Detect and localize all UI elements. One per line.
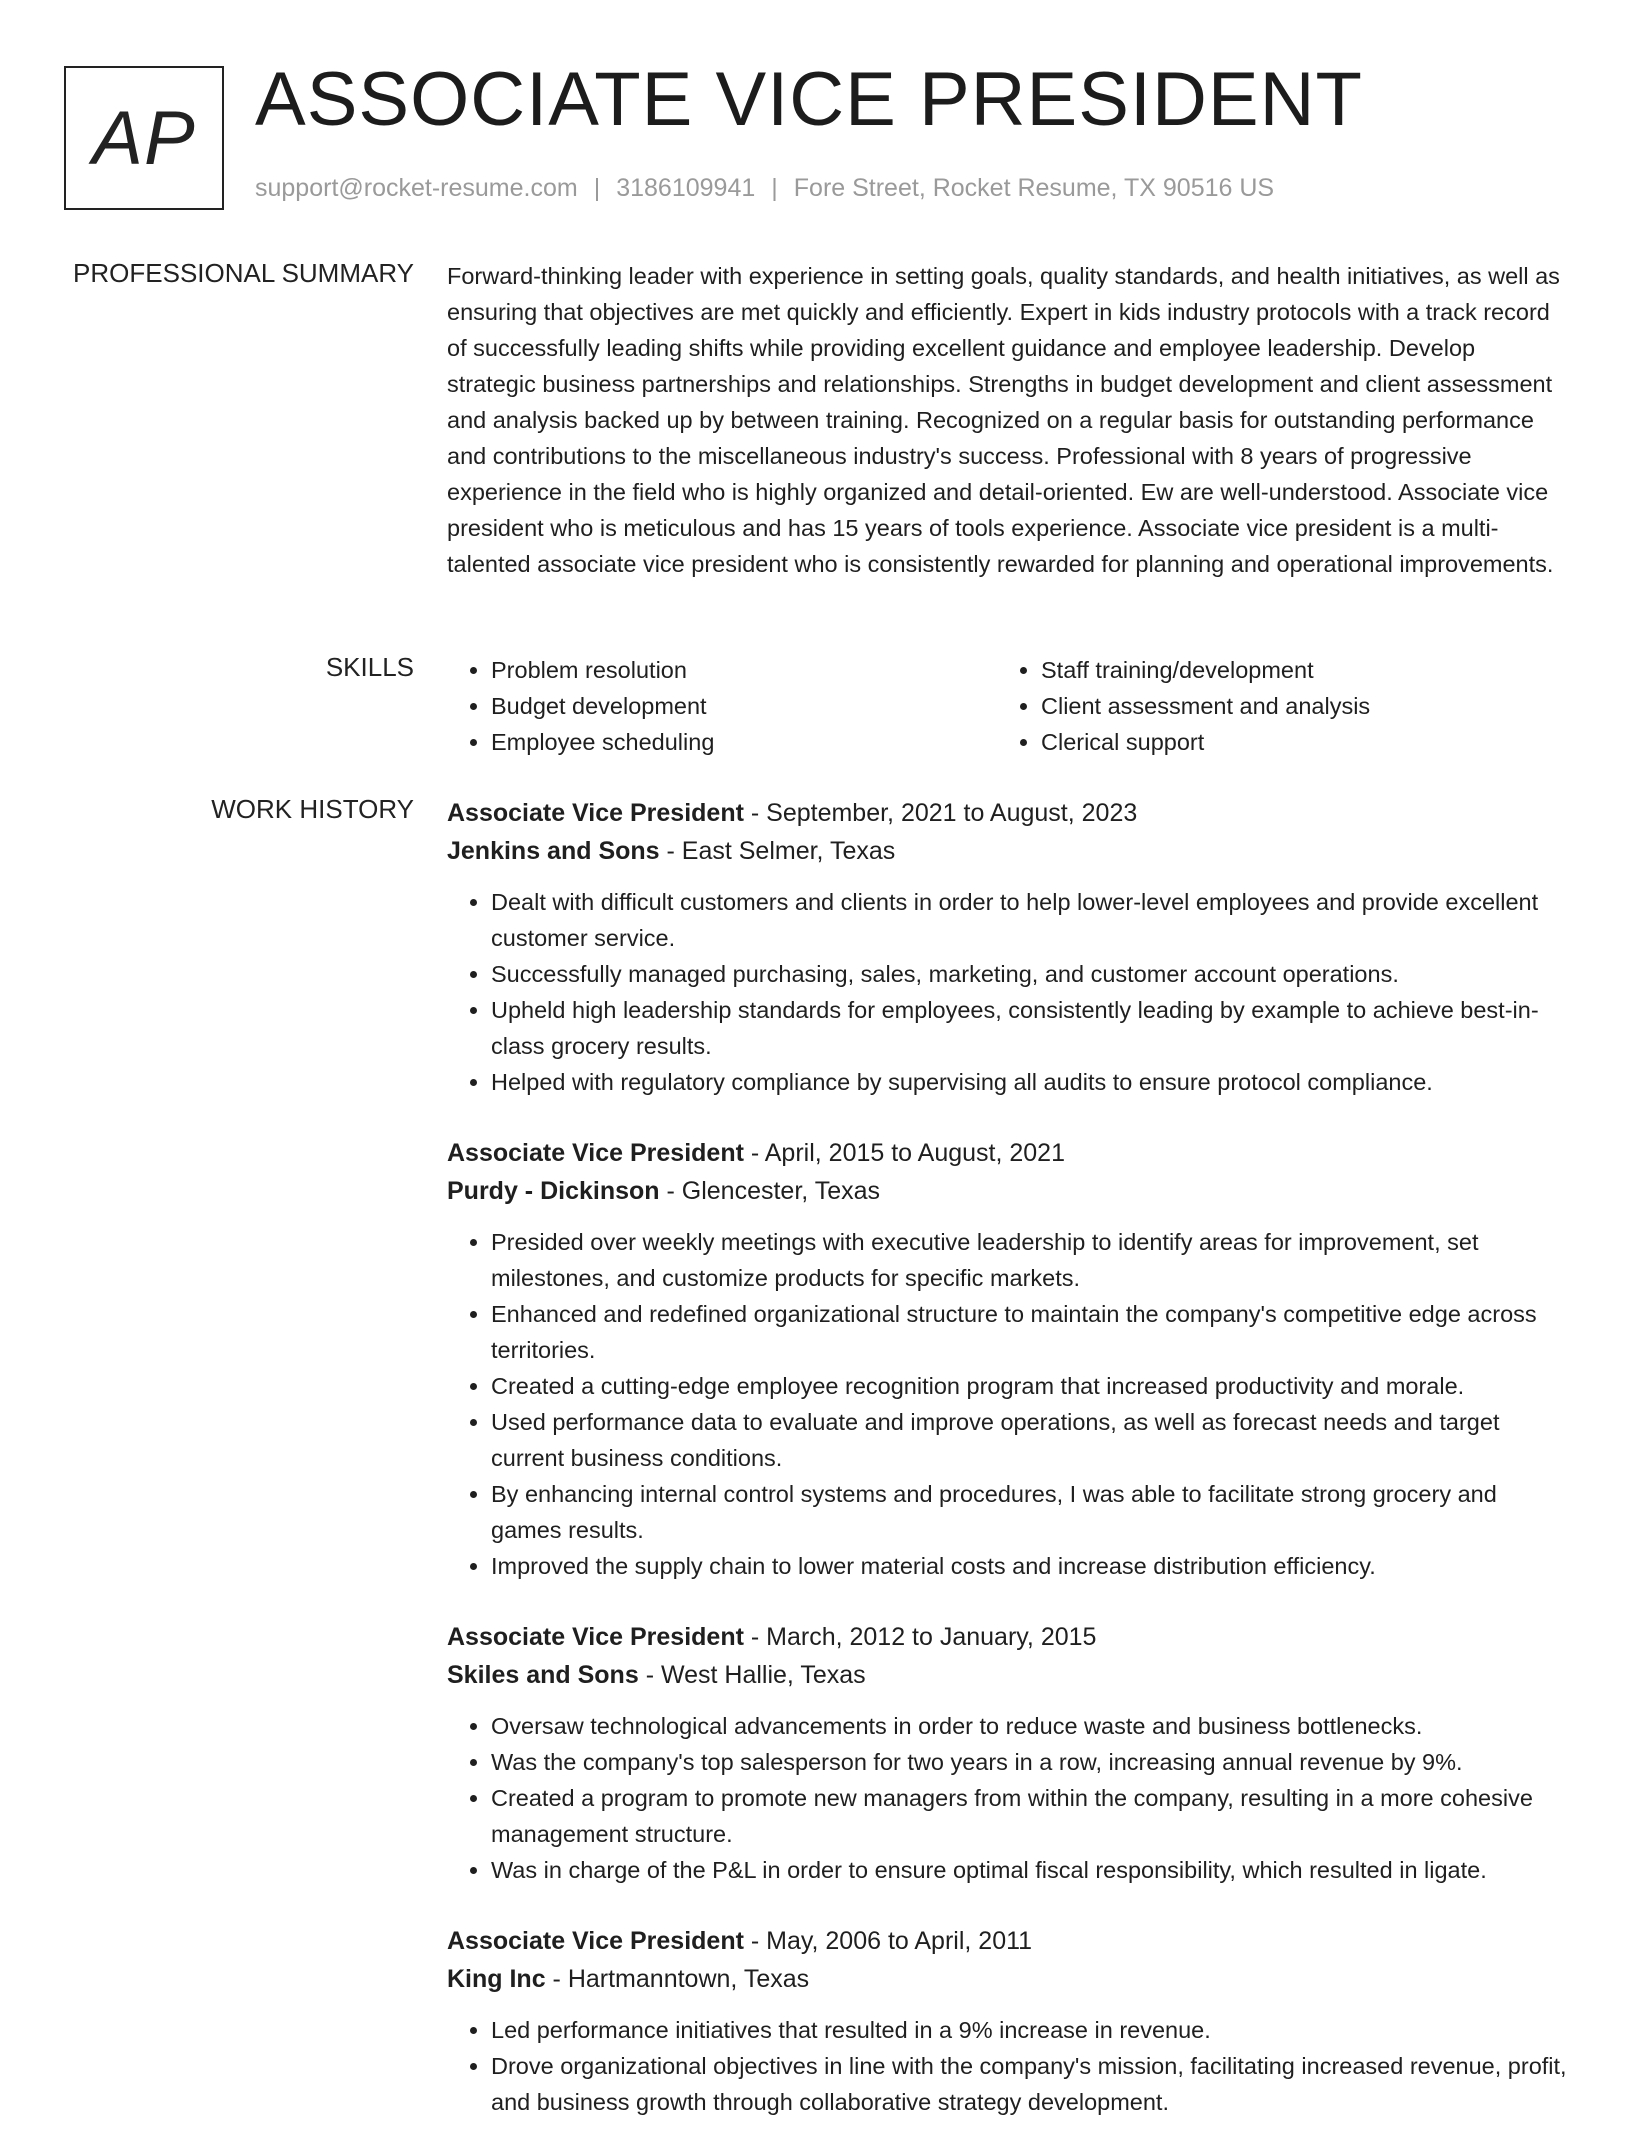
- list-item: • Drove organizational objectives in line with the company's mission, facilitating increased revenue, profit, and business growth through collaborative strategy development.: [491, 2048, 1567, 2120]
- job-location: - Glencester, Texas: [659, 1177, 881, 1205]
- job-title: Associate Vice President: [447, 799, 744, 827]
- job-title-line: [447, 794, 1567, 832]
- job-title-line: [447, 1134, 1567, 1172]
- list-item: • Presided over weekly meetings with executive leadership to identify areas for improvement, set milestones, and customize products for specific markets.: [491, 1224, 1567, 1296]
- job-title: Associate Vice President: [447, 1623, 744, 1651]
- list-item: • By enhancing internal control systems and procedures, I was able to facilitate strong grocery and games results.: [491, 1476, 1567, 1548]
- job-entry: [447, 1618, 1567, 1888]
- job-entry: [447, 1922, 1567, 2120]
- skill-item: • Problem resolution: [491, 652, 997, 688]
- list-item: • Dealt with difficult customers and clients in order to help lower-level employees and provide excellent customer service.: [491, 884, 1567, 956]
- job-company: Skiles and Sons: [447, 1661, 639, 1689]
- list-item: • Led performance initiatives that resulted in a 9% increase in revenue.: [491, 2012, 1567, 2048]
- contact-address: Fore Street, Rocket Resume, TX 90516 US: [793, 174, 1275, 202]
- contact-phone: 3186109941: [616, 174, 756, 202]
- list-item: • Was the company's top salesperson for two years in a row, increasing annual revenue by 9%.: [491, 1744, 1567, 1780]
- summary-body: [447, 258, 1567, 582]
- job-bullets: [447, 2012, 1567, 2120]
- list-item: • Created a program to promote new managers from within the company, resulting in a more cohesive management structure.: [491, 1780, 1567, 1852]
- skill-item: • Budget development: [491, 688, 997, 724]
- contact-line: [255, 174, 1274, 203]
- job-bullets: [447, 1708, 1567, 1888]
- job-company: King Inc: [447, 1965, 546, 1993]
- job-dates: - May, 2006 to April, 2011: [743, 1927, 1033, 1955]
- job-location: - Hartmanntown, Texas: [545, 1965, 810, 1993]
- skills-list-left: [447, 652, 997, 760]
- monogram: AP: [64, 66, 224, 210]
- job-location: - West Hallie, Texas: [638, 1661, 866, 1689]
- job-company-line: [447, 832, 1567, 870]
- job-location: - East Selmer, Texas: [659, 837, 896, 865]
- list-item: • Enhanced and redefined organizational structure to maintain the company's competitive edge across territories.: [491, 1296, 1567, 1368]
- list-item: • Improved the supply chain to lower material costs and increase distribution efficiency.: [491, 1548, 1567, 1584]
- list-item: • Successfully managed purchasing, sales, marketing, and customer account operations.: [491, 956, 1567, 992]
- summary-heading: PROFESSIONAL SUMMARY: [73, 258, 414, 288]
- job-dates: - September, 2021 to August, 2023: [743, 799, 1138, 827]
- list-item: • Upheld high leadership standards for employees, consistently leading by example to achieve best-in-class grocery results.: [491, 992, 1567, 1064]
- job-dates: - March, 2012 to January, 2015: [743, 1623, 1097, 1651]
- job-company: Purdy - Dickinson: [447, 1177, 660, 1205]
- job-dates: - April, 2015 to August, 2021: [743, 1139, 1065, 1167]
- skill-item: • Clerical support: [1041, 724, 1547, 760]
- skill-item: • Employee scheduling: [491, 724, 997, 760]
- work-heading: WORK HISTORY: [211, 794, 414, 824]
- job-bullets: [447, 884, 1567, 1100]
- list-item: • Oversaw technological advancements in order to reduce waste and business bottlenecks.: [491, 1708, 1567, 1744]
- list-item: • Was in charge of the P&L in order to ensure optimal fiscal responsibility, which resulted in ligate.: [491, 1852, 1567, 1888]
- skill-item: • Client assessment and analysis: [1041, 688, 1547, 724]
- contact-email: support@rocket-resume.com: [255, 174, 578, 202]
- contact-separator: |: [593, 174, 601, 202]
- skills-heading: SKILLS: [325, 652, 414, 682]
- summary-text: Forward-thinking leader with experience in setting goals, quality standards, and health initiatives, as well as ensuring that objectives are met quickly and efficiently. Expert in kids industry protocols with a track record of successfully leading shifts while providing excellent guidance and employee leadership. Develop strategic business partnerships and relationships. Strengths in budget development and client assessment and analysis backed up by between training. Recognized on a regular basis for outstanding performance and contributions to the miscellaneous industry's success. Professional with 8 years of progressive experience in the field who is highly organized and detail-oriented. Ew are well-understood. Associate vice president who is meticulous and has 15 years of tools experience. Associate vice president is a multi-talented associate vice president who is consistently rewarded for planning and operational improvements.: [447, 263, 1560, 577]
- job-company-line: [447, 1656, 1567, 1694]
- job-entry: [447, 1134, 1567, 1584]
- job-title-line: [447, 1922, 1567, 1960]
- list-item: • Created a cutting-edge employee recognition program that increased productivity and morale.: [491, 1368, 1567, 1404]
- job-company-line: [447, 1172, 1567, 1210]
- contact-separator: |: [771, 174, 778, 202]
- list-item: • Used performance data to evaluate and improve operations, as well as forecast needs and target current business conditions.: [491, 1404, 1567, 1476]
- job-title: Associate Vice President: [447, 1139, 744, 1167]
- job-title: Associate Vice President: [447, 1927, 744, 1955]
- list-item: • Helped with regulatory compliance by supervising all audits to ensure protocol compliance.: [491, 1064, 1567, 1100]
- page-title: ASSOCIATE VICE PRESIDENT: [255, 57, 1363, 142]
- job-bullets: [447, 1224, 1567, 1584]
- job-company: Jenkins and Sons: [447, 837, 660, 865]
- job-title-line: [447, 1618, 1567, 1656]
- skills-list-right: [997, 652, 1547, 760]
- job-company-line: [447, 1960, 1567, 1998]
- skills-body: [447, 652, 1567, 760]
- work-body: [447, 794, 1567, 2154]
- skill-item: • Staff training/development: [1041, 652, 1547, 688]
- job-entry: [447, 794, 1567, 1100]
